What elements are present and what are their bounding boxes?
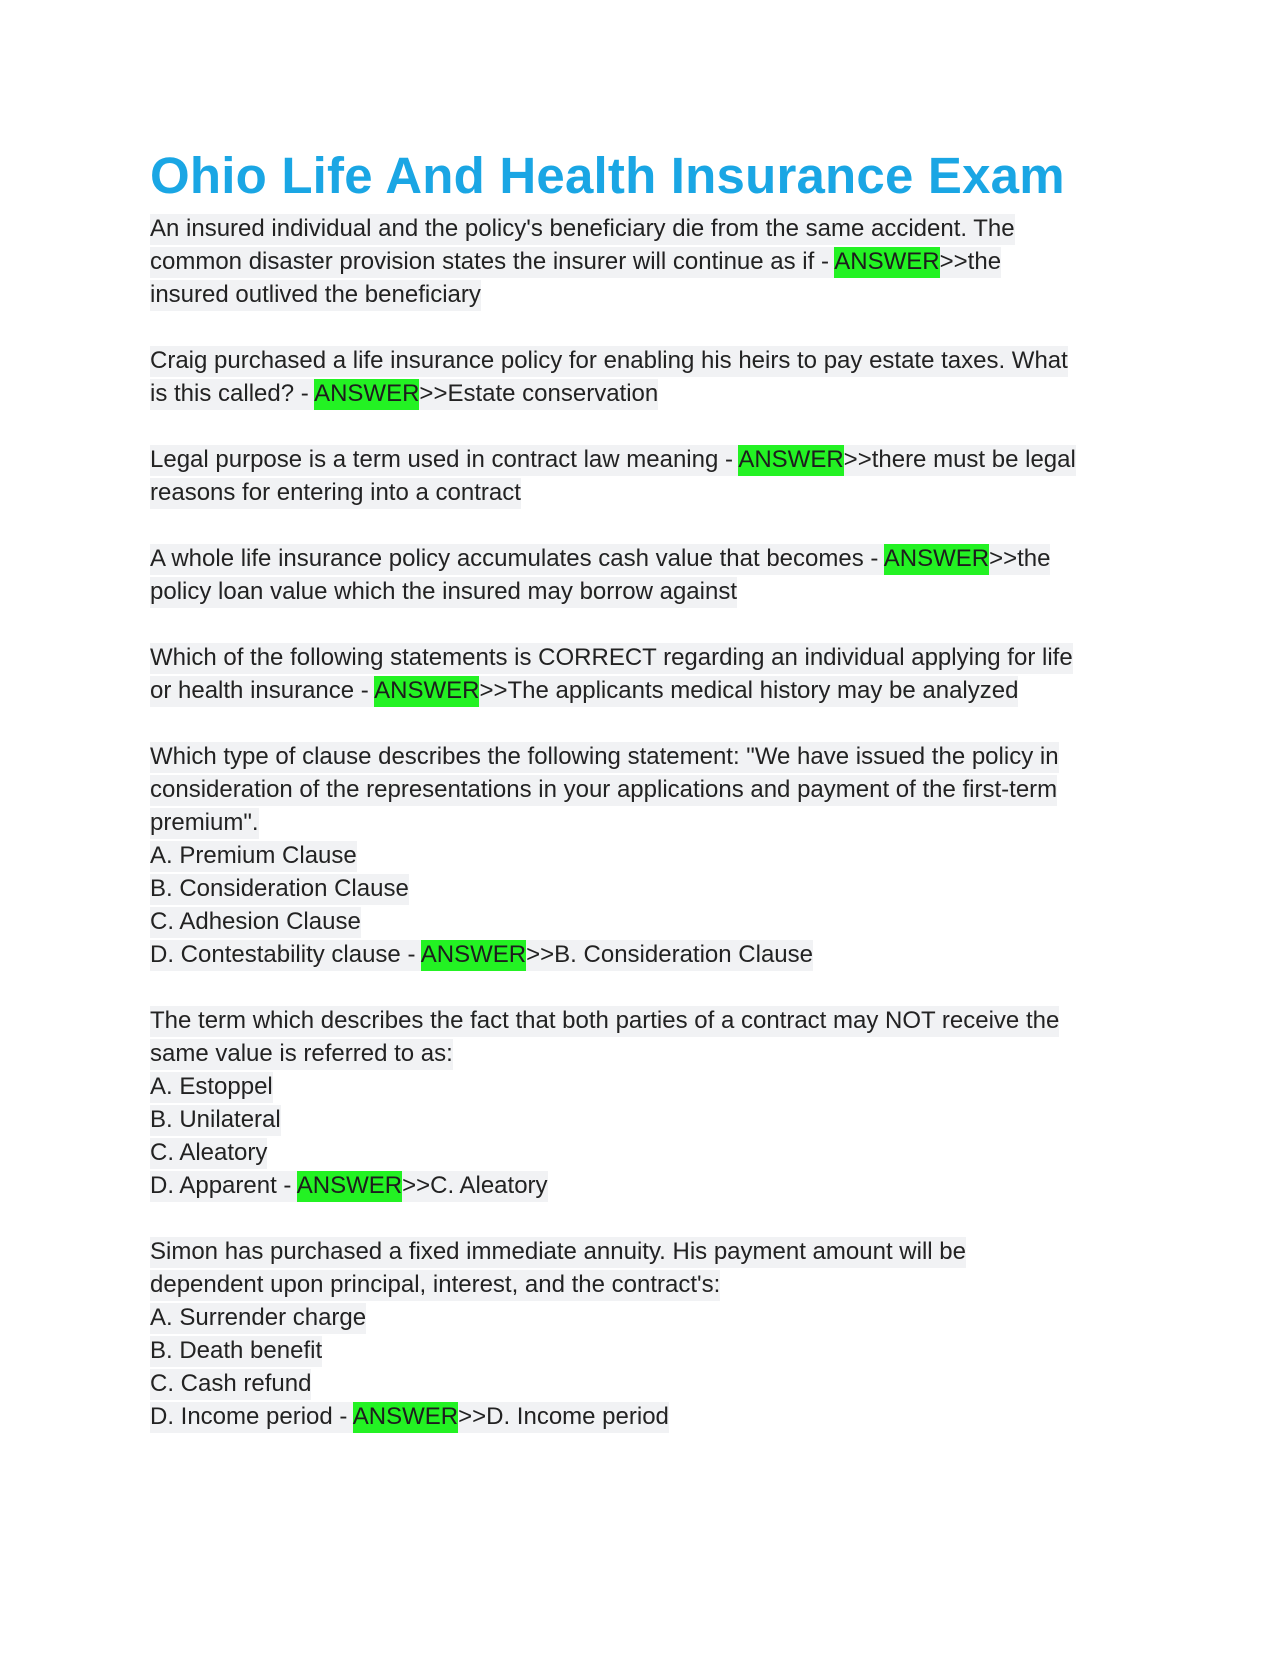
- qa-line: [150, 938, 1140, 971]
- qa-line: [150, 839, 1140, 872]
- qa-line: [150, 1136, 1140, 1169]
- answer-text: >>there must be legal: [844, 445, 1076, 476]
- qa-text: A. Premium Clause: [150, 841, 357, 872]
- qa-line: [150, 377, 1140, 410]
- qa-line: [150, 1070, 1140, 1103]
- qa-line: [150, 1169, 1140, 1202]
- qa-line: [150, 905, 1140, 938]
- qa-text: The term which describes the fact that both parties of a contract may NOT receive the: [150, 1006, 1059, 1037]
- answer-text: >>The applicants medical history may be analyzed: [479, 676, 1018, 707]
- answer-text: >>the: [989, 544, 1050, 575]
- answer-text: >>D. Income period: [458, 1402, 669, 1433]
- qa-text: policy loan value which the insured may borrow against: [150, 577, 737, 608]
- answer-text: >>B. Consideration Clause: [526, 940, 813, 971]
- qa-item: [150, 740, 1140, 971]
- qa-text: A. Estoppel: [150, 1072, 273, 1103]
- qa-text: Which of the following statements is CORRECT regarding an individual applying for life: [150, 643, 1073, 674]
- qa-line: [150, 542, 1140, 575]
- qa-text: A whole life insurance policy accumulates cash value that becomes -: [150, 544, 884, 575]
- answer-text: >>Estate conservation: [419, 379, 658, 410]
- answer-tag: ANSWER: [374, 676, 479, 707]
- qa-item: [150, 344, 1140, 410]
- qa-text: Which type of clause describes the following statement: "We have issued the policy in: [150, 742, 1059, 773]
- qa-text: common disaster provision states the insurer will continue as if -: [150, 247, 834, 278]
- qa-text: consideration of the representations in your applications and payment of the first-term: [150, 775, 1057, 806]
- qa-text: B. Unilateral: [150, 1105, 281, 1136]
- answer-tag: ANSWER: [314, 379, 419, 410]
- qa-text: dependent upon principal, interest, and the contract's:: [150, 1270, 720, 1301]
- answer-text: >>C. Aleatory: [402, 1171, 547, 1202]
- qa-item: [150, 542, 1140, 608]
- qa-line: [150, 1103, 1140, 1136]
- qa-line: [150, 1235, 1140, 1268]
- qa-text: A. Surrender charge: [150, 1303, 366, 1334]
- qa-line: [150, 476, 1140, 509]
- qa-line: [150, 773, 1140, 806]
- qa-line: [150, 1301, 1140, 1334]
- qa-line: [150, 641, 1140, 674]
- qa-text: is this called? -: [150, 379, 314, 410]
- qa-line: [150, 806, 1140, 839]
- qa-line: [150, 212, 1140, 245]
- qa-text: B. Consideration Clause: [150, 874, 409, 905]
- qa-item: [150, 212, 1140, 311]
- qa-line: [150, 443, 1140, 476]
- qa-line: [150, 1400, 1140, 1433]
- qa-text: D. Contestability clause -: [150, 940, 421, 971]
- qa-line: [150, 1367, 1140, 1400]
- answer-tag: ANSWER: [884, 544, 989, 575]
- answer-tag: ANSWER: [738, 445, 843, 476]
- qa-line: [150, 1037, 1140, 1070]
- qa-text: D. Apparent -: [150, 1171, 297, 1202]
- qa-line: [150, 575, 1140, 608]
- qa-line: [150, 740, 1140, 773]
- answer-tag: ANSWER: [353, 1402, 458, 1433]
- qa-item: [150, 1235, 1140, 1433]
- qa-line: [150, 1268, 1140, 1301]
- qa-list: [150, 212, 1140, 1433]
- qa-line: [150, 1004, 1140, 1037]
- qa-text: B. Death benefit: [150, 1336, 322, 1367]
- qa-text: An insured individual and the policy's beneficiary die from the same accident. The: [150, 214, 1015, 245]
- answer-text: >>the: [940, 247, 1001, 278]
- qa-text: reasons for entering into a contract: [150, 478, 521, 509]
- qa-text: C. Cash refund: [150, 1369, 311, 1400]
- document-title: Ohio Life And Health Insurance Exam: [150, 147, 1065, 204]
- qa-text: C. Adhesion Clause: [150, 907, 361, 938]
- qa-text: or health insurance -: [150, 676, 374, 707]
- qa-text: Simon has purchased a fixed immediate annuity. His payment amount will be: [150, 1237, 966, 1268]
- qa-text: D. Income period -: [150, 1402, 353, 1433]
- qa-line: [150, 1334, 1140, 1367]
- qa-line: [150, 245, 1140, 278]
- qa-item: [150, 443, 1140, 509]
- qa-line: [150, 278, 1140, 311]
- qa-line: [150, 872, 1140, 905]
- qa-line: [150, 674, 1140, 707]
- qa-text: insured outlived the beneficiary: [150, 280, 481, 311]
- document-page: [150, 144, 1140, 1466]
- answer-tag: ANSWER: [421, 940, 526, 971]
- answer-tag: ANSWER: [834, 247, 939, 278]
- qa-item: [150, 641, 1140, 707]
- qa-text: Legal purpose is a term used in contract law meaning -: [150, 445, 738, 476]
- answer-tag: ANSWER: [297, 1171, 402, 1202]
- qa-line: [150, 344, 1140, 377]
- qa-item: [150, 1004, 1140, 1202]
- qa-text: C. Aleatory: [150, 1138, 267, 1169]
- qa-text: same value is referred to as:: [150, 1039, 453, 1070]
- qa-text: premium".: [150, 808, 259, 839]
- qa-text: Craig purchased a life insurance policy for enabling his heirs to pay estate taxes. What: [150, 346, 1068, 377]
